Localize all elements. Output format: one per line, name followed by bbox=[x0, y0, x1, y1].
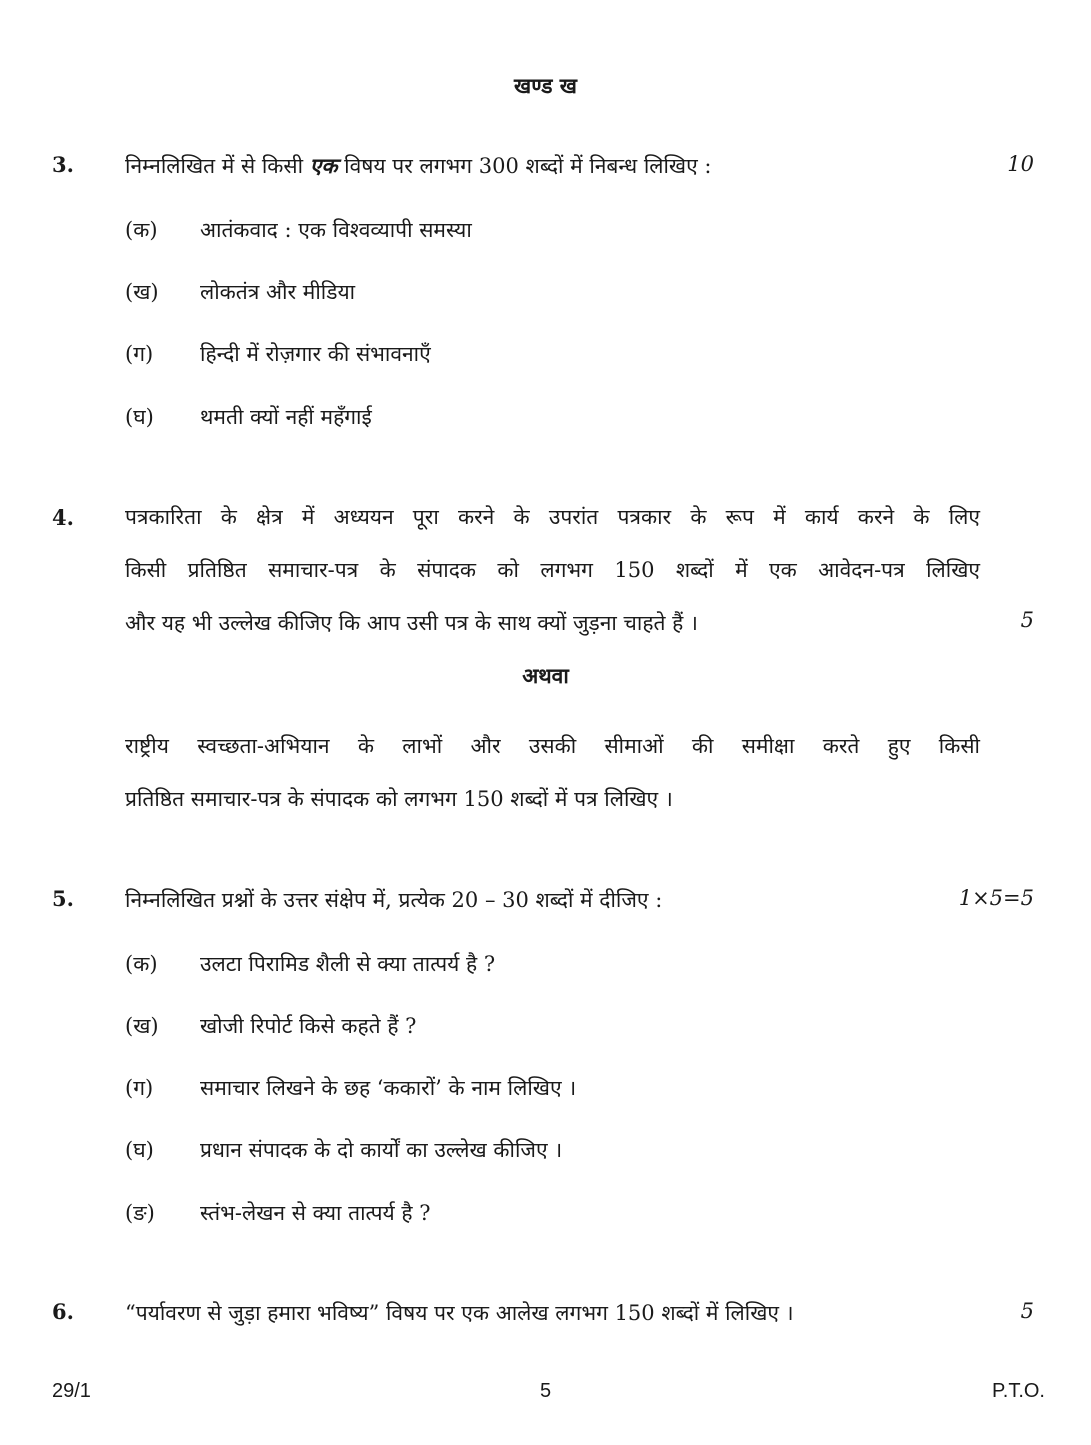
question-4-number: 4. bbox=[52, 505, 74, 530]
option-text: उलटा पिरामिड शैली से क्या तात्पर्य है ? bbox=[200, 952, 496, 976]
page-number: 5 bbox=[539, 1380, 552, 1402]
question-3-option bbox=[125, 216, 472, 244]
option-label: (क) bbox=[125, 952, 158, 976]
question-6-marks: 5 bbox=[1020, 1299, 1034, 1323]
question-4-line: और यह भी उल्लेख कीजिए कि आप उसी पत्र के साथ क्यों जुड़ना चाहते हैं । bbox=[125, 611, 698, 635]
option-text: हिन्दी में रोज़गार की संभावनाएँ bbox=[200, 342, 431, 366]
question-3-text-after: विषय पर लगभग 300 शब्दों में निबन्ध लिखिए : bbox=[337, 154, 712, 178]
question-5-option bbox=[125, 950, 495, 978]
question-3-option bbox=[125, 403, 372, 431]
option-label: (ग) bbox=[125, 342, 154, 366]
option-label: (घ) bbox=[125, 1138, 154, 1162]
question-3-emphasis: एक bbox=[309, 153, 338, 178]
question-3-text bbox=[125, 152, 711, 180]
option-label: (ख) bbox=[125, 280, 159, 304]
option-text: समाचार लिखने के छह ‘ककारों’ के नाम लिखिए । bbox=[200, 1076, 577, 1100]
question-3-option bbox=[125, 278, 355, 306]
question-4-line: पत्रकारिता के क्षेत्र में अध्ययन पूरा करने के उपरांत पत्रकार के रूप में कार्य करने के लिए bbox=[125, 505, 980, 529]
option-label: (ख) bbox=[125, 1014, 159, 1038]
section-title: खण्ड ख bbox=[514, 73, 577, 98]
question-5-number: 5. bbox=[52, 886, 74, 911]
question-4-line: किसी प्रतिष्ठित समाचार-पत्र के संपादक को लगभग 150 शब्दों में एक आवेदन-पत्र लिखिए bbox=[125, 558, 980, 582]
question-6-text: “पर्यावरण से जुड़ा हमारा भविष्य” विषय पर एक आलेख लगभग 150 शब्दों में लिखिए । bbox=[125, 1301, 794, 1325]
question-5-marks: 1×5=5 bbox=[958, 886, 1034, 910]
question-5-option bbox=[125, 1012, 416, 1040]
question-5-option bbox=[125, 1074, 576, 1102]
option-label: (घ) bbox=[125, 405, 154, 429]
option-text: थमती क्यों नहीं महँगाई bbox=[200, 405, 372, 429]
option-text: खोजी रिपोर्ट किसे कहते हैं ? bbox=[200, 1014, 417, 1038]
option-text: प्रधान संपादक के दो कार्यों का उल्लेख कीजिए । bbox=[200, 1138, 563, 1162]
option-label: (ङ) bbox=[125, 1201, 155, 1225]
question-4-marks: 5 bbox=[1020, 608, 1034, 632]
question-4-alternative bbox=[125, 720, 980, 826]
alternative-line: प्रतिष्ठित समाचार-पत्र के संपादक को लगभग 150 शब्दों में पत्र लिखिए । bbox=[125, 787, 673, 811]
question-3-marks: 10 bbox=[1007, 152, 1034, 176]
question-4-text bbox=[125, 491, 980, 650]
pto-label: P.T.O. bbox=[992, 1380, 1045, 1402]
question-3-text-before: निम्नलिखित में से किसी bbox=[125, 154, 310, 178]
question-5-option bbox=[125, 1136, 562, 1164]
alternative-line: राष्ट्रीय स्वच्छता-अभियान के लाभों और उसकी सीमाओं की समीक्षा करते हुए किसी bbox=[125, 734, 980, 758]
option-text: आतंकवाद : एक विश्वव्यापी समस्या bbox=[200, 218, 472, 242]
or-label: अथवा bbox=[522, 663, 569, 688]
option-label: (क) bbox=[125, 218, 158, 242]
paper-code: 29/1 bbox=[52, 1380, 91, 1402]
question-3-option bbox=[125, 340, 431, 368]
option-label: (ग) bbox=[125, 1076, 154, 1100]
question-5-option bbox=[125, 1199, 430, 1227]
option-text: लोकतंत्र और मीडिया bbox=[200, 280, 356, 304]
question-3-number: 3. bbox=[52, 152, 74, 177]
question-6-number: 6. bbox=[52, 1299, 74, 1324]
option-text: स्तंभ-लेखन से क्या तात्पर्य है ? bbox=[200, 1201, 431, 1225]
question-5-text: निम्नलिखित प्रश्नों के उत्तर संक्षेप में, प्रत्येक 20 – 30 शब्दों में दीजिए : bbox=[125, 888, 663, 912]
